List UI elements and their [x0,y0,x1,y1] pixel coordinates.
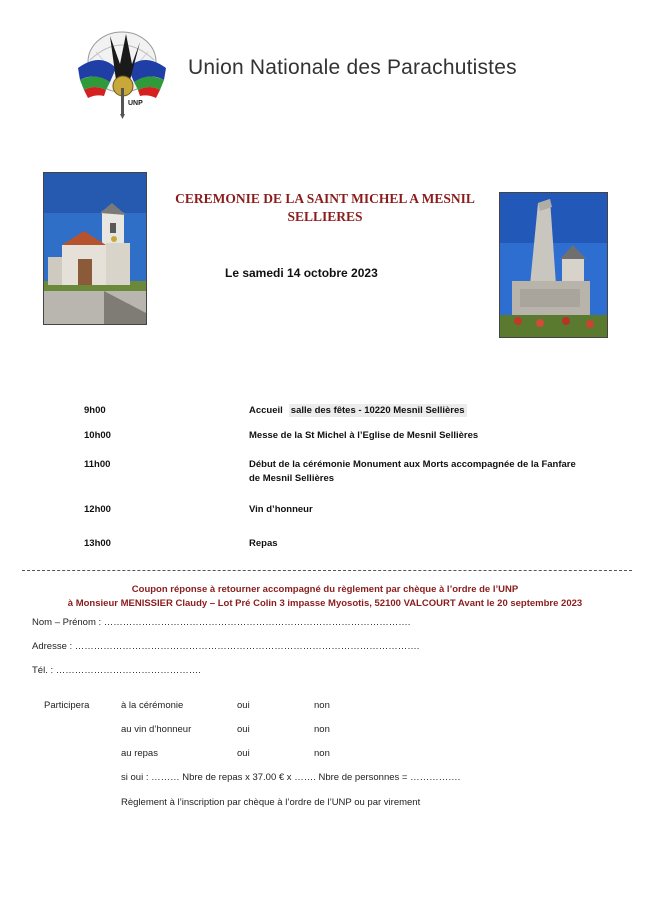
option-yes: oui [237,724,250,735]
schedule-label: Repas [249,538,278,549]
participera-label: Participera [44,700,90,711]
event-title: CEREMONIE DE LA SAINT MICHEL A MESNIL SELLIERES [175,191,475,224]
option-label: au repas [121,748,158,759]
monument-photo [499,192,608,338]
name-field: Nom – Prénom : ……………………………………………………………………………………. [32,617,411,628]
schedule-label: Vin d’honneur [249,504,313,515]
coupon-address: à Monsieur MENISSIER Claudy – Lot Pré Colin 3 impasse Myosotis, 52100 VALCOURT Avant le 20 septembre 2023 [67,598,583,609]
option-no: non [314,700,330,711]
logo-text: UNP [128,100,143,107]
option-label: au vin d’honneur [121,724,192,735]
option-no: non [314,748,330,759]
schedule-label: Messe de la St Michel à l’Eglise de Mesnil Sellières [249,430,479,441]
address-field: Adresse : ………………………………………………………………………………………………. [32,641,420,652]
schedule-label: Accueil [249,405,283,416]
schedule-venue: salle des fêtes - 10220 Mesnil Sellières [290,405,465,416]
schedule-time: 12h00 [84,504,111,515]
option-no: non [314,724,330,735]
coupon-heading: Coupon réponse à retourner accompagné du règlement par chèque à l’ordre de l’UNP [131,584,519,595]
payment-note: Règlement à l’inscription par chèque à l’ordre de l’UNP ou par virement [121,797,421,808]
meal-calculation: si oui : ……… Nbre de repas x 37.00 € x ……. Nbre de personnes = ……………. [121,772,461,783]
option-yes: oui [237,700,250,711]
phone-field: Tél. : ………………………………………. [32,665,201,676]
schedule-time: 9h00 [84,405,106,416]
schedule-label: Début de la cérémonie Monument aux Morts accompagnée de la Fanfare de Mesnil Sellières [249,459,576,484]
church-photo [43,172,147,325]
cut-line-divider [22,570,632,571]
organization-name: Union Nationale des Parachutistes [188,56,517,79]
schedule-time: 10h00 [84,430,111,441]
schedule-time: 13h00 [84,538,111,549]
schedule-item [249,404,594,418]
unp-logo [70,22,174,120]
event-date: Le samedi 14 octobre 2023 [225,266,378,280]
option-label: à la cérémonie [121,700,184,711]
option-yes: oui [237,748,250,759]
schedule-time: 11h00 [84,459,111,470]
